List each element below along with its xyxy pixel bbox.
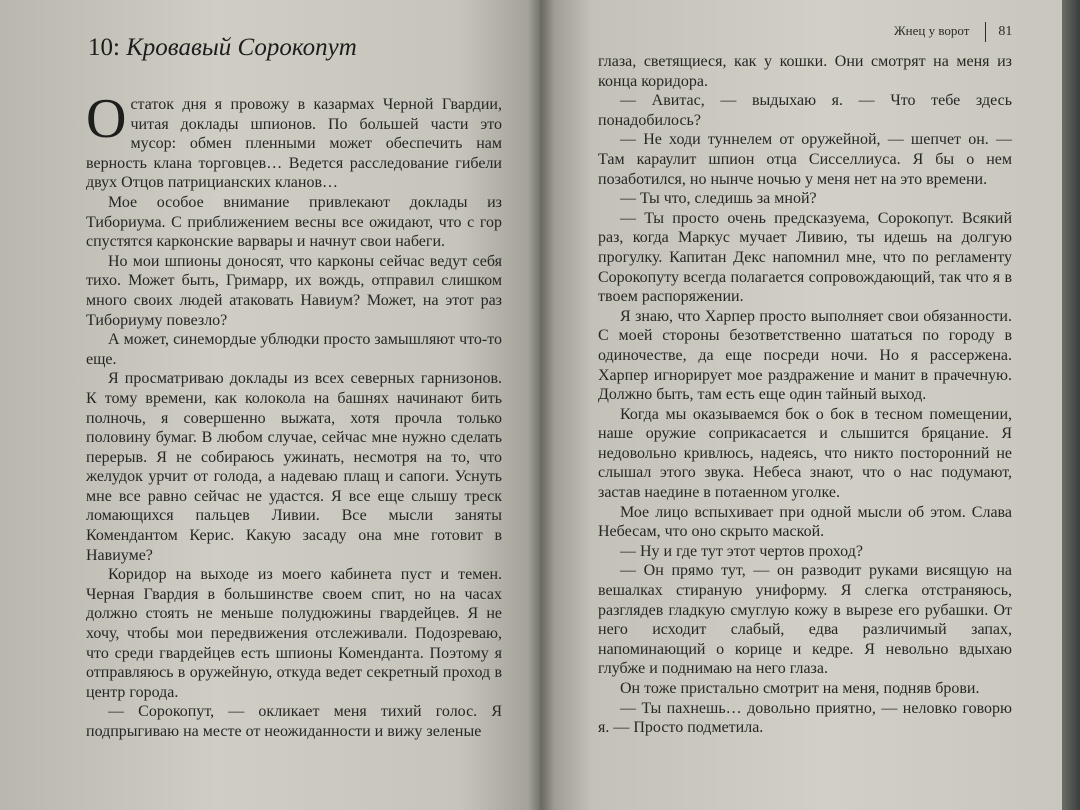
paragraph: — Ну и где тут этот чертов проход? bbox=[620, 542, 863, 560]
paragraph: — Сорокопут, — окликает меня тихий голос. Я подпрыгиваю на месте от неожиданности и вижу зеленые bbox=[86, 703, 502, 740]
chapter-title: Кровавый Сорокопут bbox=[126, 34, 357, 61]
paragraph: — Авитас, — выдыхаю я. — Что тебе здесь понадобилось? bbox=[598, 92, 1012, 129]
paragraph-text: статок дня я провожу в казармах Черной Гвардии, читая доклады шпионов. По большей части это мусор: обмен пленными может обеспечить нам верность клана торговцев… Ведется расследование гибели двух Отцов патрицианских кланов… bbox=[86, 96, 502, 192]
chapter-heading bbox=[88, 34, 357, 62]
paragraph: Но мои шпионы доносят, что карконы сейчас ведут себя тихо. Может быть, Гримарр, их вождь, отправил слишком много своих людей атаковать Навиум? Может, на этот раз Тибориуму повезло? bbox=[86, 252, 502, 329]
paragraph: Мое особое внимание привлекают доклады из Тибориума. С приближением весны все ожидают, что с гор спустятся карконские варвары и начнут свои набеги. bbox=[86, 193, 502, 251]
paragraph: А может, синемордые ублюдки просто замышляют что-то еще. bbox=[86, 331, 502, 368]
paragraph: Я просматриваю доклады из всех северных гарнизонов. К тому времени, как колокола на башнях начинают бить полночь, я совершенно выжата, хотя прочла только половину бумаг. В любом случае, сейчас мне нужно сделать перерыв. Я не собираюсь ужинать, несмотря на то, что желудок урчит от голода, а надеваю плащ и сапоги. Уснуть мне все равно сейчас не удастся. Я все еще слышу треск ломающихся пальцев Ливии. Все мысли заняты Комендантом Керис. Какую засаду она мне готовит в Навиуме? bbox=[86, 370, 502, 564]
paragraph: Он тоже пристально смотрит на меня, подняв брови. bbox=[620, 680, 980, 697]
paragraph: глаза, светящиеся, как у кошки. Они смотрят на меня из конца коридора. bbox=[598, 53, 1012, 90]
paragraph: Коридор на выходе из моего кабинета пуст и темен. Черная Гвардия в большинстве своем спит, но на часах должно стоять не меньше полудюжины гвардейцев. Я не хочу, чтобы мои передвижения отслеживали. Подозреваю, что среди гвардейцев есть шпионы Коменданта. Поэтому я отправляюсь в оружейную, откуда ведет секретный проход в центр города. bbox=[86, 566, 502, 701]
book-gutter bbox=[528, 0, 554, 810]
right-page-text bbox=[598, 52, 1012, 738]
page-edge bbox=[1062, 0, 1080, 810]
paragraph: Мое лицо вспыхивает при одной мысли об этом. Слава Небесам, что оно скрыто маской. bbox=[598, 503, 1012, 541]
chapter-number: 10: bbox=[88, 34, 120, 61]
right-page bbox=[540, 0, 1062, 810]
paragraph: — Ты что, следишь за мной? bbox=[620, 190, 817, 208]
left-page-text bbox=[86, 88, 502, 742]
paragraph: Когда мы оказываемся бок о бок в тесном помещении, наше оружие соприкасается и слышится бряцание. Я недовольно кривлюсь, надеясь, что никто посторонний не слышал этого звука. Небеса знают, что о нас подумают, застав наедине в потаенном уголке. bbox=[598, 405, 1012, 502]
paragraph: — Не ходи туннелем от оружейной, — шепчет он. — Там караулит шпион отца Сисселлиуса. Я бы о нем позаботился, но нынче ночью у меня нет на это времени. bbox=[598, 131, 1012, 188]
running-header bbox=[894, 22, 1012, 42]
paragraph: — Он прямо тут, — он разводит руками висящую на вешалках стираную униформу. Я слегка отстраняюсь, разглядев гладкую смуглую кожу в вырезе его рубашки. От него исходит слабый, едва различимый запах, напоминающий о корице и кедре. Я невольно вдыхаю глубже и поднимаю на него глаза. bbox=[598, 562, 1012, 678]
paragraph: Я знаю, что Харпер просто выполняет свои обязанности. С моей стороны безответственно шататься по городу в одиночестве, да еще посреди ночи. Но я рассержена. Харпер игнорирует мое раздражение и манит в прачечную. Должно быть, там есть еще один тайный выход. bbox=[598, 307, 1012, 404]
paragraph: — Ты просто очень предсказуема, Сорокопут. Всякий раз, когда Маркус мучает Ливию, ты идешь на долгую прогулку. Капитан Декс напомнил мне, что по регламенту Сорокопуту всегда полагается сопровождающий, так что я в твоем распоряжении. bbox=[598, 209, 1012, 306]
page-number: 81 bbox=[998, 23, 1013, 39]
paragraph: — Ты пахнешь… довольно приятно, — неловко говорю я. — Просто подметила. bbox=[598, 699, 1012, 737]
paragraph bbox=[86, 88, 502, 193]
running-head-title: Жнец у ворот bbox=[894, 22, 970, 38]
drop-cap: О bbox=[86, 88, 127, 150]
header-divider bbox=[985, 22, 986, 42]
